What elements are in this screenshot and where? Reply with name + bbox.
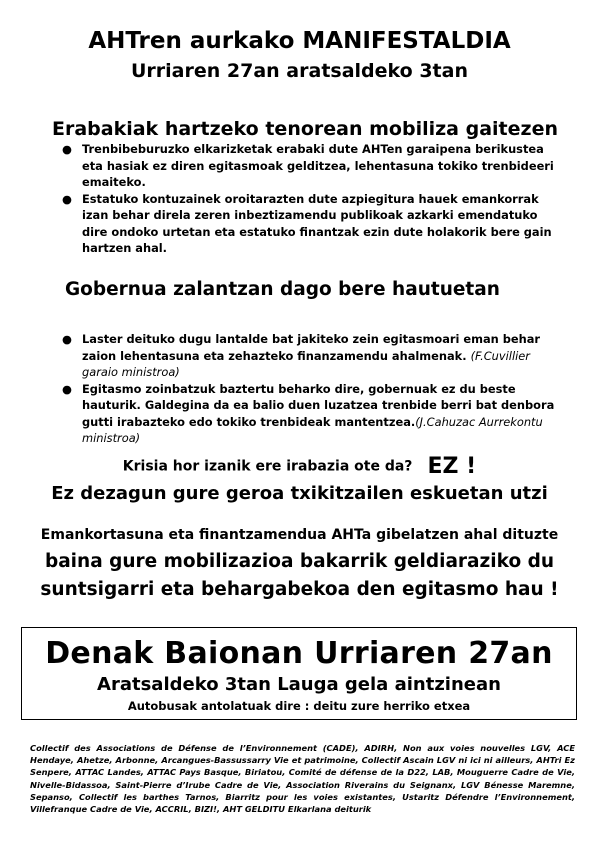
callout-main: Denak Baionan Urriaren 27an xyxy=(45,636,553,671)
closing-line-3: suntsigarri eta behargabekoa den egitasmo hau ! xyxy=(40,579,559,600)
bullet-icon: ● xyxy=(62,381,72,396)
page-title: AHTren aurkako MANIFESTALDIA xyxy=(88,28,511,54)
bullet-text: Laster deituko dugu lantalde bat jakiteko zein egitasmoari eman behar zaion lehentasuna eta zehazteko finanzamendu ahalmenak. xyxy=(82,332,541,363)
organizers-list: Collectif des Associations de Défense de l’Environnement (CADE), ADIRH, Non aux voies nouvelles LGV, ACE Hendaye, Ahetze, Arbonne, Arcangues-Bassussarry Vie et patrimoine, Collectif Ascain LGV ni ici ni ailleurs, AHTri Ez Senpere, ATTAC Landes, ATTAC Pays Basque, Biriatou, Comité de défense de la D22, LAB, Mouguerre Cadre de Vie, Nivelle-Bidassoa, Saint-Pierre d’Irube Cadre de Vie, Association Riverains du Seignanx, LGV Bénesse Maremne, Sepanso, Collectif les barthes Tarnos, Biarritz pour les voies existantes, Ustaritz Défendre l’Environnement, Villefranque Cadre de Vie, ACCRIL, BIZI!, AHT GELDITU Elkarlana deiturik xyxy=(30,743,575,815)
crisis-question: Krisia hor izanik ere irabazia ote da? xyxy=(122,458,413,475)
list-item xyxy=(56,331,564,381)
list-item xyxy=(56,381,564,447)
closing-line-1: Emankortasuna eta finantzamendua AHTa gibelatzen ahal dituzte xyxy=(40,527,559,543)
section2-heading: Gobernua zalantzan dago bere hautuetan xyxy=(65,279,500,300)
closing-line-2: baina gure mobilizazioa bakarrik geldiaraziko du xyxy=(44,551,555,572)
list-item xyxy=(56,141,564,191)
bullet-icon: ● xyxy=(62,142,72,156)
list-item xyxy=(56,191,564,257)
crisis-answer: EZ ! xyxy=(427,454,477,479)
bullet-text: Trenbibeburuzko elkarizketak erabaki dute AHTen garaipena berikustea eta hasiak ez diren egitasmoak gelditzea, lehentasuna tokiko trenbideeri emaiteko. xyxy=(82,142,554,189)
callout-note: Autobusak antolatuak dire : deitu zure herriko etxea xyxy=(127,699,471,713)
crisis-slogan: Ez dezagun gure geroa txikitzailen eskuetan utzi xyxy=(51,483,548,504)
section2-bullets xyxy=(56,331,564,447)
bullet-text: Egitasmo zoinbatzuk baztertu beharko dire, gobernuak ez du beste hauturik. Galdegina da ea balio duen luzatzea trenbide berri bat denbora gutti irabazteko edo tokiko trenbideak mantentzea. xyxy=(82,381,555,429)
bullet-icon: ● xyxy=(62,332,72,346)
callout-sub: Aratsaldeko 3tan Lauga gela aintzinean xyxy=(97,674,501,695)
crisis-question-line xyxy=(0,454,599,479)
callout-box xyxy=(21,627,577,720)
bullet-text: Estatuko kontuzainek oroitarazten dute azpiegitura hauek emankorrak izan behar direla zeren inbeztizamendu publikoak azkarki emendatuko dire ondoko urtetan eta estatuko finantzak ezin dute holakorik bere gain hartzen ahal. xyxy=(82,191,552,255)
event-date: Urriaren 27an aratsaldeko 3tan xyxy=(131,60,468,82)
quote-attribution: (J.Cahuzac Aurrekontu ministroa) xyxy=(82,414,543,445)
quote-attribution: (F.Cuvillier garaio ministroa) xyxy=(82,348,530,379)
section1-heading: Erabakiak hartzeko tenorean mobiliza gaitezen xyxy=(52,118,558,140)
section1-bullets xyxy=(56,141,564,257)
bullet-icon: ● xyxy=(62,191,72,206)
